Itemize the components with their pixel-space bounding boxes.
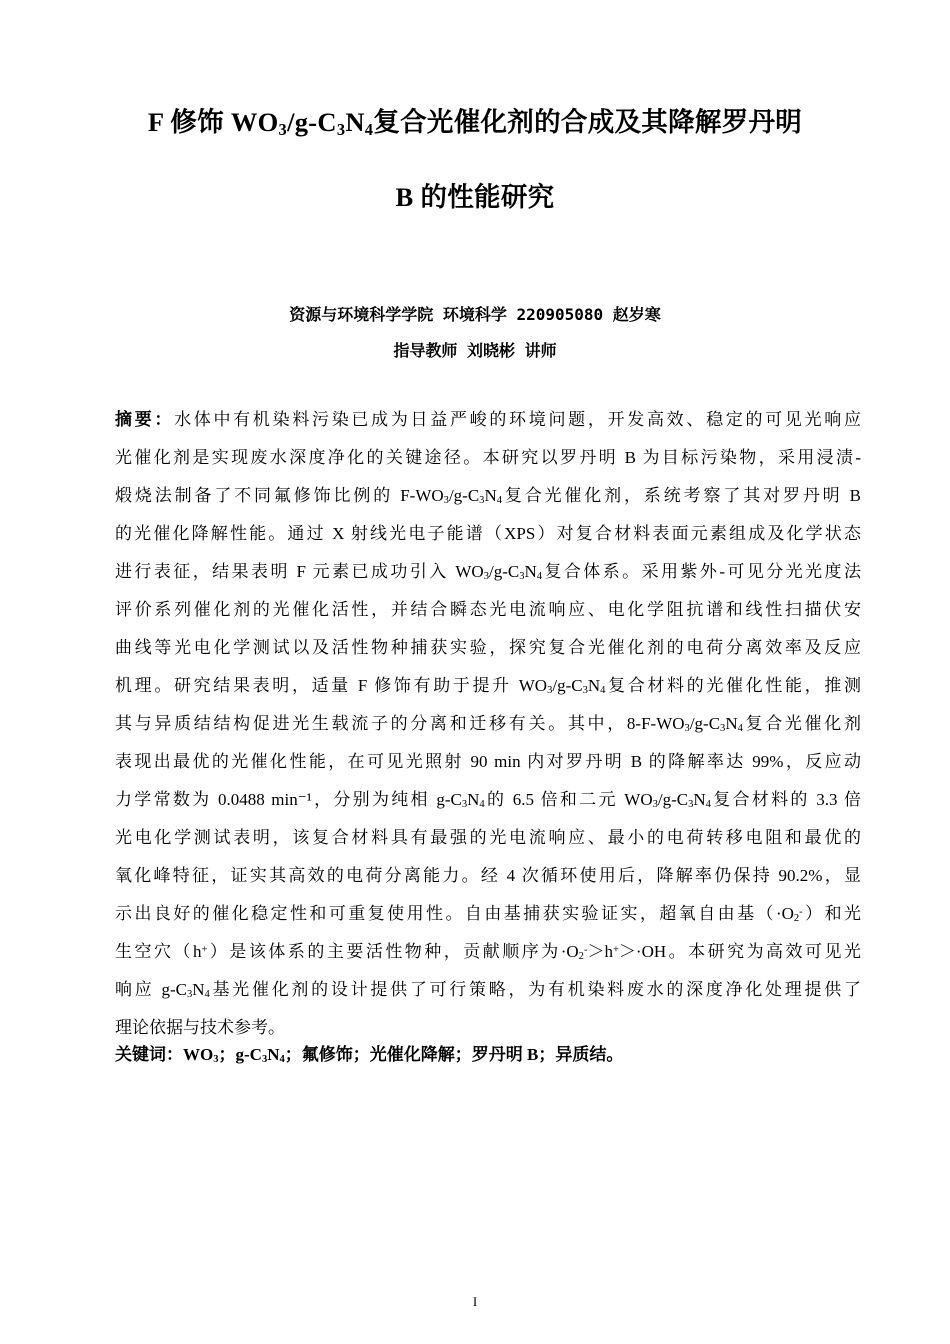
abstract-line: 曲线等光电化学测试以及活性物种捕获实验，探究复合光催化剂的电荷分离效率及反应 <box>115 638 861 657</box>
abstract-line: 进行表征，结果表明 F 元素已成功引入 $WO_3/g-C_3N_4$复合体系。采用紫外-可见分光光度法 <box>115 562 861 583</box>
abstract-line: 其与异质结结构促进光生载流子的分离和迁移有关。其中，$8-F-WO_3/g-C_3N_4$复合光催化剂 <box>115 714 861 735</box>
abstract-line: 评价系列催化剂的光催化活性，并结合瞬态光电流响应、电化学阻抗谱和线性扫描伏安 <box>115 600 861 619</box>
abstract-line: 表现出最优的光催化性能，在可见光照射 90 min 内对罗丹明 B 的降解率达 99%，反应动 <box>115 752 861 771</box>
abstract-line: 响应 $g-C_3N_4$基光催化剂的设计提供了可行策略，为有机染料废水的深度净化处理提供了 <box>115 980 861 1001</box>
advisor-line: 指导教师 刘晓彬 讲师 <box>393 341 557 360</box>
abstract-line: 煅烧法制备了不同氟修饰比例的 $F-WO_3/g-C_3N_4$复合光催化剂，系统考察了其对罗丹明 B <box>115 486 862 507</box>
abstract-line: 光电化学测试表明，该复合材料具有最强的光电流响应、最小的电荷转移电阻和最优的 <box>115 828 861 847</box>
keywords-text: $WO_3$；$g-C_3N_4$；氟修饰；光催化降解；罗丹明 B；异质结。 <box>183 1045 624 1066</box>
page-number: I <box>472 1294 478 1309</box>
keywords-line <box>115 1036 861 1074</box>
abstract-label: 摘要： <box>115 410 175 429</box>
abstract-body <box>115 401 861 1047</box>
abstract-line: 示出良好的催化稳定性和可重复使用性。自由基捕获实验证实，超氧自由基$(\cdot O_2^-)$和光 <box>115 904 862 925</box>
abstract-line: 力学常数为 0.0488 min⁻¹，分别为纯相 $g-C_3N_4$的 6.5 倍和二元 $WO_3/g-C_3N_4$复合材料的 3.3 倍 <box>115 790 862 811</box>
abstract-line: 氧化峰特征，证实其高效的电荷分离能力。经 4 次循环使用后，降解率仍保持 90.2%，显 <box>115 866 861 885</box>
keywords-label: 关键词： <box>115 1045 183 1064</box>
abstract-line: 光催化剂是实现废水深度净化的关键途径。本研究以罗丹明 B 为目标污染物，采用浸渍- <box>115 448 861 467</box>
abstract-line: 生空穴（h+）是该体系的主要活性物种，贡献顺序为$\cdot O_2^->h^+>\cdot OH$。本研究为高效可见光 <box>115 942 862 963</box>
title-line-2: B 的性能研究 <box>395 182 555 212</box>
author-line: 资源与环境科学学院 环境科学 220905080 赵岁寒 <box>289 305 661 324</box>
abstract-line: 摘要：水体中有机染料污染已成为日益严峻的环境问题，开发高效、稳定的可见光响应 <box>115 410 861 429</box>
abstract-line: 理论依据与技术参考。 <box>115 1018 285 1037</box>
abstract-line: 的光催化降解性能。通过 X 射线光电子能谱（XPS）对复合材料表面元素组成及化学状态 <box>115 524 861 543</box>
title-line-1: F 修饰 $WO_3/g-C_3N_4$复合光催化剂的合成及其降解罗丹明 <box>147 107 803 140</box>
abstract-line: 机理。研究结果表明，适量 F 修饰有助于提升 $WO_3/g-C_3N_4$复合材料的光催化性能，推测 <box>115 676 862 697</box>
